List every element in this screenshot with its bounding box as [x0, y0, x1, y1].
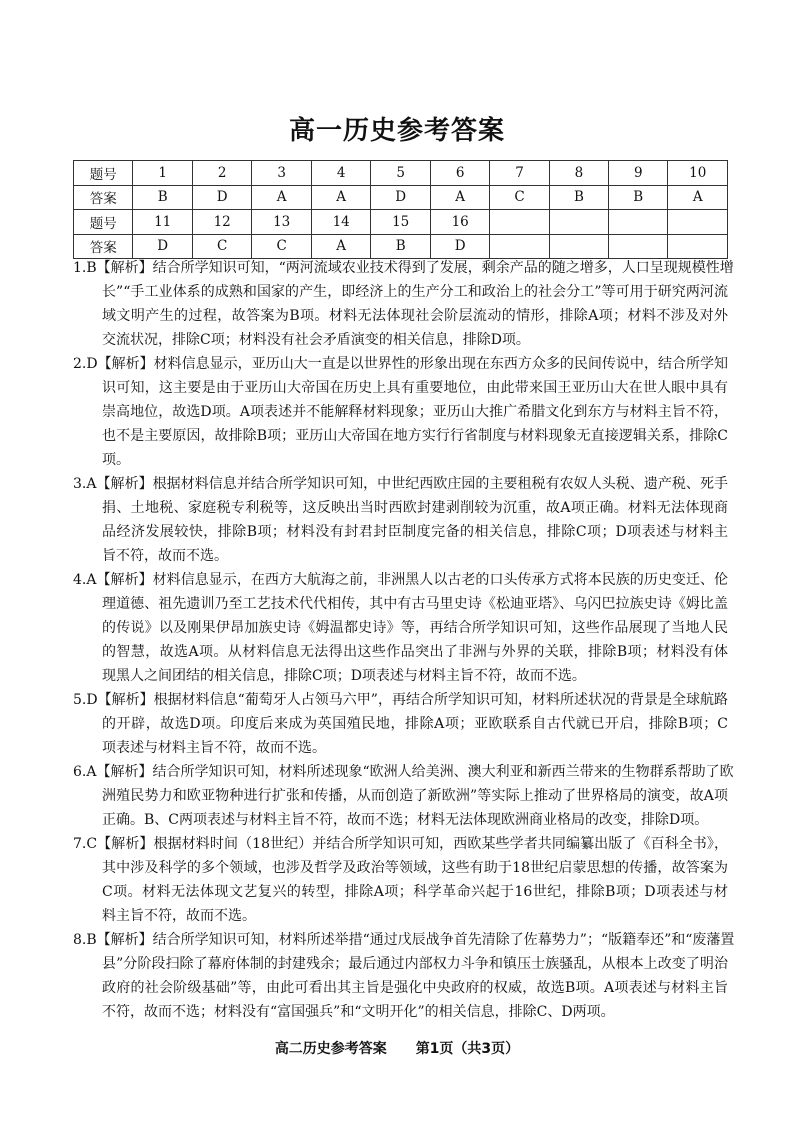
explanation-line: 项表述与材料主旨不符，故而不选。 — [102, 740, 326, 756]
table-cell — [549, 234, 608, 259]
table-cell: C — [192, 234, 252, 259]
table-cell: 10 — [668, 161, 728, 186]
explanation-line: 4.A【解析】材料信息显示，在西方大航海之前，非洲黑人以古老的口头传承方式将本民族的历史变迁、伦 — [73, 572, 728, 588]
explanation-line: 不符，故而不选；材料没有“富国强兵”和“文明开化”的相关信息，排除C、D两项。 — [102, 1004, 615, 1020]
table-cell — [668, 210, 728, 235]
table-row — [74, 234, 728, 259]
table-row — [74, 161, 728, 186]
table-cell: 3 — [252, 161, 312, 186]
table-cell: 8 — [549, 161, 608, 186]
footer-page-info: 第1页（共3页） — [415, 1041, 520, 1057]
explanation-item — [73, 760, 734, 832]
explanation-line: 的开辟，故选D项。印度后来成为英国殖民地，排除A项；亚欧联系自古代就已开启，排除B项；C — [102, 716, 728, 732]
table-cell: 5 — [371, 161, 431, 186]
explanation-line: 7.C【解析】根据材料时间（18世纪）并结合所学知识可知，西欧某些学者共同编纂出版了《百科全书》， — [73, 836, 728, 852]
explanation-line: 3.A【解析】根据材料信息并结合所学知识可知，中世纪西欧庄园的主要租税有农奴人头税、遗产税、死手 — [73, 476, 728, 492]
table-cell: 14 — [311, 210, 371, 235]
explanation-item — [73, 832, 728, 928]
explanation-line: 正确。B、C两项表述与材料主旨不符，故而不选；材料无法体现欧洲商业格局的改变，排除D项。 — [102, 812, 709, 828]
table-cell: D — [133, 234, 193, 259]
explanation-line: 县”分阶段扫除了幕府体制的封建残余；最后通过内部权力斗争和镇压士族骚乱，从根本上改变了明治 — [102, 956, 728, 972]
page-title: 高一历史参考答案 — [288, 116, 505, 146]
table-cell: A — [311, 185, 371, 210]
table-cell: 2 — [192, 161, 252, 186]
explanation-item — [73, 688, 728, 760]
table-row — [74, 185, 728, 210]
explanation-line: 其中涉及科学的多个领域，也涉及哲学及政治等领域，这些有助于18世纪启蒙思想的传播，故答案为 — [102, 860, 728, 876]
explanation-line: 旨不符，故而不选。 — [102, 548, 228, 564]
table-cell: 15 — [371, 210, 431, 235]
table-cell — [668, 234, 728, 259]
table-cell: 9 — [609, 161, 668, 186]
table-cell: 1 — [133, 161, 193, 186]
table-cell: A — [430, 185, 490, 210]
explanation-line: 1.B【解析】结合所学知识可知，“两河流域农业技术得到了发展，剩余产品的随之增多，人口呈现规模性增 — [73, 260, 734, 276]
explanation-item — [73, 256, 734, 352]
table-cell: B — [371, 234, 431, 259]
explanation-line: 识可知，这主要是由于亚历山大帝国在历史上具有重要地位，由此带来国王亚历山大在世人眼中具有 — [102, 380, 728, 396]
table-cell: A — [668, 185, 728, 210]
row-header-cell: 题号 — [74, 210, 133, 235]
explanation-item — [73, 352, 728, 472]
explanation-line: 项。 — [102, 452, 130, 468]
explanation-line: 的智慧，故选A项。从材料信息无法得出这些作品突出了非洲与外界的关联，排除B项；材料没有体 — [102, 644, 728, 660]
table-cell: D — [192, 185, 252, 210]
table-cell: B — [549, 185, 608, 210]
explanation-line: 洲殖民势力和欧亚物种进行扩张和传播，从而创造了新欧洲”等实际上推动了世界格局的演变，故A项 — [102, 788, 728, 804]
table-cell: 16 — [430, 210, 490, 235]
explanation-line: 现黑人之间团结的相关信息，排除C项；D项表述与材料主旨不符，故而不选。 — [102, 668, 586, 684]
table-cell — [609, 234, 668, 259]
table-cell — [490, 210, 549, 235]
page-footer — [0, 1038, 794, 1058]
explanation-item — [73, 472, 728, 568]
table-cell: 4 — [311, 161, 371, 186]
table-cell: D — [430, 234, 490, 259]
explanation-line: C项。材料无法体现文艺复兴的转型，排除A项；科学革命兴起于16世纪，排除B项；D项表述与材 — [102, 884, 728, 900]
explanation-line: 交流状况，排除C项；材料没有社会矛盾演变的相关信息，排除D项。 — [102, 332, 530, 348]
table-cell — [490, 234, 549, 259]
explanation-item — [73, 568, 728, 688]
table-cell: D — [371, 185, 431, 210]
explanations — [73, 256, 735, 1024]
explanation-line: 域文明产生的过程，故答案为B项。材料无法体现社会阶层流动的情形，排除A项；材料不涉及对外 — [102, 308, 728, 324]
table-cell: B — [133, 185, 193, 210]
table-cell: C — [490, 185, 549, 210]
explanation-line: 政府的社会阶级基础”等，由此可看出其主旨是强化中央政府的权威，故选B项。A项表述与材料主旨 — [102, 980, 728, 996]
table-cell: 7 — [490, 161, 549, 186]
explanation-line: 8.B【解析】结合所学知识可知，材料所述举措“通过戊辰战争首先清除了佐幕势力”；“版籍奉还”和“废藩置 — [73, 932, 735, 948]
explanation-line: 5.D【解析】根据材料信息“葡萄牙人占领马六甲”，再结合所学知识可知，材料所述状况的背景是全球航路 — [73, 692, 728, 708]
table-cell: 6 — [430, 161, 490, 186]
explanation-line: 的传说》以及刚果伊昂加族史诗《姆温都史诗》等，再结合所学知识可知，这些作品展现了当地人民 — [102, 620, 728, 636]
table-cell: C — [252, 234, 312, 259]
table-cell: 13 — [252, 210, 312, 235]
table-row — [74, 210, 728, 235]
explanation-line: 长”“手工业体系的成熟和国家的产生，即经济上的生产分工和政治上的社会分工”等可用于研究两河流 — [102, 284, 728, 300]
explanation-item — [73, 928, 735, 1024]
explanation-line: 理道德、祖先遗训乃至工艺技术代代相传，其中有古马里史诗《松迪亚塔》、乌闪巴拉族史诗《姆比盖 — [102, 596, 728, 612]
row-header-cell: 答案 — [74, 185, 133, 210]
explanation-line: 捐、土地税、家庭税专利税等，这反映出当时西欧封建剥削较为沉重，故A项正确。材料无法体现商 — [102, 500, 728, 516]
explanation-line: 料主旨不符，故而不选。 — [102, 908, 256, 924]
row-header-cell: 题号 — [74, 161, 133, 186]
table-cell: 12 — [192, 210, 252, 235]
explanation-line: 6.A【解析】结合所学知识可知，材料所述现象“欧洲人给美洲、澳大利亚和新西兰带来的生物群系帮助了欧 — [73, 764, 734, 780]
table-cell — [609, 210, 668, 235]
explanation-line: 崇高地位，故选D项。A项表述并不能解释材料现象；亚历山大推广希腊文化到东方与材料主旨不符， — [102, 404, 728, 420]
table-cell: A — [252, 185, 312, 210]
explanation-line: 2.D【解析】材料信息显示，亚历山大一直是以世界性的形象出现在东西方众多的民间传说中，结合所学知 — [73, 356, 728, 372]
row-header-cell: 答案 — [74, 234, 133, 259]
table-cell: 11 — [133, 210, 193, 235]
table-cell — [549, 210, 608, 235]
table-cell: B — [609, 185, 668, 210]
answer-table — [73, 160, 728, 259]
explanation-line: 品经济发展较快，排除B项；材料没有封君封臣制度完备的相关信息，排除C项；D项表述与材料主 — [102, 524, 728, 540]
footer-doc-name: 高二历史参考答案 — [274, 1041, 387, 1057]
explanation-line: 也不是主要原因，故排除B项；亚历山大帝国在地方实行行省制度与材料现象无直接逻辑关系，排除C — [102, 428, 728, 444]
table-cell: A — [311, 234, 371, 259]
